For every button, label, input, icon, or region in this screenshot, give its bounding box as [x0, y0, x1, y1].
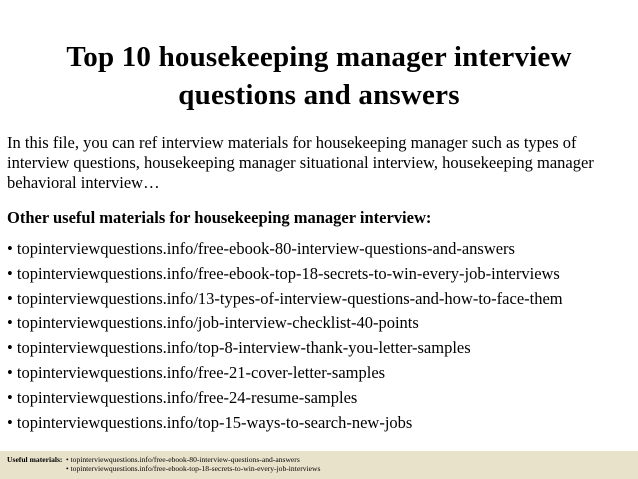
materials-heading: Other useful materials for housekeeping manager interview:: [7, 208, 432, 227]
materials-list: [7, 238, 563, 436]
bullet-glyph: •: [7, 338, 13, 358]
footer-link[interactable]: • topinterviewquestions.info/free-ebook-top-18-secrets-to-win-every-job-interviews: [66, 464, 321, 473]
materials-list-item[interactable]: [7, 387, 563, 412]
footer-link[interactable]: • topinterviewquestions.info/free-ebook-80-interview-questions-and-answers: [66, 455, 300, 464]
bullet-glyph: •: [7, 239, 13, 258]
footer-label: Useful materials:: [7, 455, 63, 464]
materials-link[interactable]: topinterviewquestions.info/free-ebook-top-18-secrets-to-win-every-job-interviews: [16, 263, 560, 283]
footer-bar: [0, 451, 638, 479]
bullet-glyph: •: [7, 288, 13, 308]
intro-paragraph: In this file, you can ref interview materials for housekeeping manager such as types of interview questions, housekeeping manager situational interview, housekeeping manager behavioral interview…: [7, 133, 594, 192]
slide-title-line-2: questions and answers: [178, 79, 460, 111]
materials-link[interactable]: topinterviewquestions.info/13-types-of-interview-questions-and-how-to-face-them: [16, 288, 563, 308]
materials-link[interactable]: topinterviewquestions.info/top-15-ways-to-search-new-jobs: [16, 412, 413, 432]
materials-list-item[interactable]: [7, 312, 563, 337]
bullet-glyph: •: [7, 263, 13, 283]
bullet-glyph: •: [7, 362, 13, 382]
materials-list-item[interactable]: [7, 288, 563, 313]
footer-links: [66, 455, 320, 473]
materials-list-item[interactable]: [7, 337, 563, 362]
materials-link[interactable]: topinterviewquestions.info/free-ebook-80-interview-questions-and-answers: [16, 239, 515, 258]
slide-title-line-1: Top 10 housekeeping manager interview: [66, 41, 572, 73]
bullet-glyph: •: [7, 313, 13, 333]
bullet-glyph: •: [7, 412, 13, 432]
materials-link[interactable]: topinterviewquestions.info/job-interview-checklist-40-points: [16, 313, 419, 333]
materials-link[interactable]: topinterviewquestions.info/free-21-cover-letter-samples: [16, 362, 386, 382]
materials-list-item[interactable]: [7, 412, 563, 437]
slide-title: [20, 38, 618, 114]
materials-list-item[interactable]: [7, 362, 563, 387]
materials-list-item[interactable]: [7, 263, 563, 288]
bullet-glyph: •: [7, 387, 13, 407]
materials-link[interactable]: topinterviewquestions.info/top-8-interview-thank-you-letter-samples: [16, 338, 471, 358]
materials-list-item[interactable]: [7, 238, 563, 263]
materials-link[interactable]: topinterviewquestions.info/free-24-resume-samples: [16, 387, 358, 407]
